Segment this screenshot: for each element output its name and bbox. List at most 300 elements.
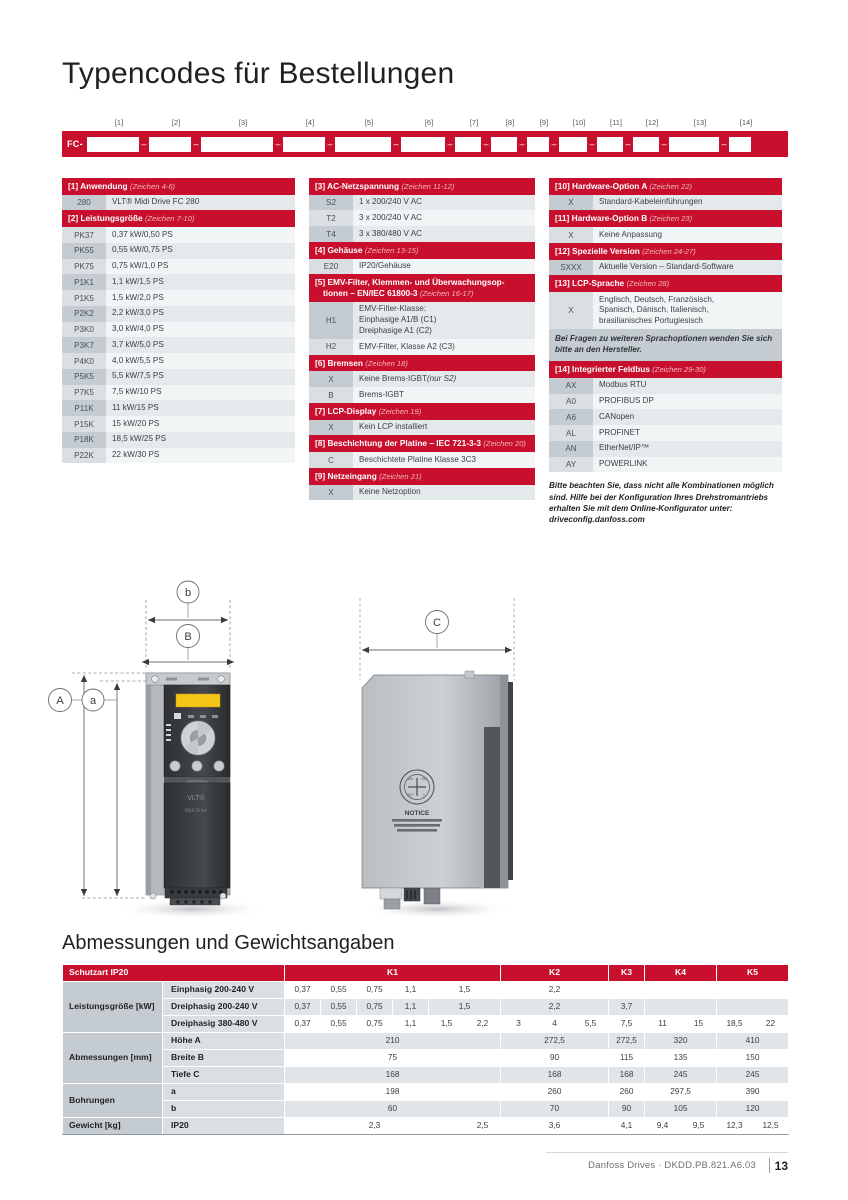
option-description: 0,75 kW/1,0 PS [106,259,295,275]
option-code: PK37 [62,227,106,243]
option-description: 1,1 kW/1,5 PS [106,274,295,290]
data-cell: 2,2 [501,999,609,1016]
option-code: X [309,420,353,436]
option-row[interactable] [549,409,782,425]
typecode-diagram [62,118,788,157]
data-cell: 168 [285,1067,501,1084]
section-note-lcp-sprache: Bei Fragen zu weiteren Sprachoptionen wenden Sie sich bitte an den Hersteller. [549,329,782,361]
typecode-field-10[interactable] [559,137,587,152]
option-row[interactable] [62,274,295,290]
section-header-title: [9] Netzeingang [315,470,380,481]
option-row[interactable] [309,420,535,436]
svg-text:ING: ING [406,793,414,797]
table-row [63,1033,789,1050]
data-cell: 0,37 [285,982,321,999]
table-row [63,1118,789,1135]
option-code: H2 [309,339,353,355]
typecode-field-8[interactable] [491,137,517,152]
typecode-index-8: [8] [505,118,515,127]
option-row[interactable] [309,226,535,242]
option-description [353,302,535,339]
option-code: B [309,387,353,403]
option-code: P7K5 [62,385,106,401]
option-code: P1K5 [62,290,106,306]
data-cell: 210 [285,1033,501,1050]
drawing-brand-label: VLT® [187,795,205,802]
option-row[interactable] [62,259,295,275]
section-header-note: (Zeichen 29-30) [652,365,706,375]
option-description: 1 x 200/240 V AC [353,195,535,211]
data-cell: 0,75 [357,982,393,999]
option-description-line: Englisch, Deutsch, Französisch, [599,294,715,304]
option-description: 5,5 kW/7,5 PS [106,369,295,385]
option-row[interactable] [62,243,295,259]
option-code: P18K [62,432,106,448]
section-header-spezielle-version [549,243,782,260]
dimensions-weights-table [62,964,789,1135]
option-description: 0,55 kW/0,75 PS [106,243,295,259]
option-description-line: EMV-Filter-Klasse: [359,304,427,314]
data-cell: 297,5 [645,1084,717,1101]
typecode-index-1: [1] [114,118,124,127]
section-header-title: [11] Hardware-Option B [555,213,650,224]
typecode-option-columns [62,178,788,525]
data-cell: 15 [681,1016,717,1033]
data-cell: 0,37 [285,999,321,1016]
option-row[interactable] [549,394,782,410]
data-cell: 272,5 [609,1033,645,1050]
data-cell: 12,3 [717,1118,753,1135]
typecode-field-2[interactable] [149,137,191,152]
option-row[interactable] [309,195,535,211]
option-code: AX [549,378,593,394]
enclosure-header-K4: K4 [645,965,717,982]
option-code: AL [549,425,593,441]
option-code: P5K5 [62,369,106,385]
drawing-notice-label: NOTICE [404,810,430,817]
section-header-beschichtung [309,435,535,452]
section-header-note: (Zeichen 28) [626,279,670,289]
typecode-dash: – [551,138,557,149]
data-cell: 3,7 [609,999,645,1016]
option-description-line: brasilianisches Portugiesisch [599,316,703,326]
section-header-title: [4] Gehäuse [315,244,365,255]
data-cell: 120 [717,1101,789,1118]
enclosure-header-K1: K1 [285,965,501,982]
product-dimension-drawing [56,572,788,922]
option-code: 280 [62,195,106,211]
data-cell: 245 [645,1067,717,1084]
footer-document-id: Danfoss Drives · DKDD.PB.821.A6.03 [588,1160,756,1171]
data-cell: 9,4 [645,1118,681,1135]
option-description-note: (nur S2) [426,373,457,383]
data-cell: 90 [609,1101,645,1118]
option-row[interactable] [549,425,782,441]
section-header-ac-netzspannung [309,178,535,195]
callout-C-label: C [433,617,441,629]
data-cell: 410 [717,1033,789,1050]
typecode-dash: – [447,138,453,149]
option-code: SXXX [549,260,593,276]
table-title-cell: Schutzart IP20 [63,965,285,982]
footer-rule [546,1152,788,1153]
callout-B-label: B [184,631,192,643]
section-header-integrierter-feldbus [549,361,782,378]
data-cell: 1,5 [429,999,501,1016]
option-description: Beschichtete Platine Klasse 3C3 [353,452,535,468]
data-cell: 1,1 [393,1016,429,1033]
data-cell: 2,2 [501,982,609,999]
option-description-line: Dreiphasige A1 (C2) [359,325,432,335]
data-cell: 0,55 [321,1016,357,1033]
option-description: 1,5 kW/2,0 PS [106,290,295,306]
footer-separator [769,1158,770,1173]
option-description: Modbus RTU [593,378,782,394]
option-code: X [309,371,353,387]
data-cell: 5,5 [573,1016,609,1033]
data-cell: 0,37 [285,1016,321,1033]
data-cell: 168 [609,1067,645,1084]
option-code: P3K7 [62,337,106,353]
option-row[interactable] [62,195,295,211]
option-description: 3,7 kW/5,0 PS [106,337,295,353]
typecode-index-14: [14] [739,118,753,127]
option-column-left [62,178,295,463]
option-row[interactable] [309,302,535,339]
option-row[interactable] [309,371,535,387]
option-description: Brems-IGBT [353,387,535,403]
data-cell: 150 [717,1050,789,1067]
data-cell: 70 [501,1101,609,1118]
option-row[interactable] [309,259,535,275]
typecode-index-9: [9] [539,118,549,127]
data-cell [717,999,789,1016]
option-row[interactable] [309,452,535,468]
option-row[interactable] [549,292,782,329]
row-sub-label: Dreiphasig 380-480 V [163,1016,285,1033]
typecode-field-4[interactable] [283,137,325,152]
option-description: Aktuelle Version – Standard-Software [593,260,782,276]
option-description: POWERLINK [593,457,782,473]
data-cell: 4,1 [609,1118,645,1135]
row-sub-label: Einphasig 200-240 V [163,982,285,999]
option-row[interactable] [62,369,295,385]
data-cell: 2,5 [465,1118,501,1135]
typecode-field-7[interactable] [455,137,481,152]
row-sub-label: Tiefe C [163,1067,285,1084]
data-cell: 260 [609,1084,645,1101]
section-header-title: [14] Integrierter Feldbus [555,364,653,375]
data-cell: 18,5 [717,1016,753,1033]
typecode-dash: – [519,138,525,149]
option-code: T4 [309,226,353,242]
section-header-note: (Zeichen 24-27) [642,246,696,256]
section-header-lcp-sprache [549,275,782,292]
svg-text:WA: WA [407,777,413,781]
data-cell: 75 [285,1050,501,1067]
option-row[interactable] [549,457,782,473]
data-cell: 11 [645,1016,681,1033]
typecode-index-4: [4] [305,118,315,127]
typecode-field-9[interactable] [527,137,549,152]
option-row[interactable] [62,227,295,243]
section-header-note: (Zeichen 22) [649,182,692,191]
data-cell: 2,2 [465,1016,501,1033]
option-code: AN [549,441,593,457]
section-header-hardware-option-a [549,178,782,195]
option-description: 3,0 kW/4,0 PS [106,322,295,338]
section-header-title: [7] LCP-Display [315,405,379,416]
option-code: C [309,452,353,468]
section-header-title: [8] Beschichtung der Platine – IEC 721-3-3 [315,438,484,449]
option-row[interactable] [549,195,782,211]
section-header-note: (Zeichen 11-12) [401,182,455,191]
section-header-title: [12] Spezielle Version [555,245,643,256]
option-row[interactable] [62,400,295,416]
option-description-line: Spanisch, Dänisch, Italienisch, [599,305,709,315]
typecode-combination-footnote: Bitte beachten Sie, dass nicht alle Kombinationen möglich sind. Hilfe bei der Konfiguration Ihres Drehstromantriebs erhalten Sie mit dem Online-Konfigurator unter: driveconfig.danfoss.com [549,481,774,524]
option-description: Kein LCP installiert [353,420,535,436]
data-cell: 3,6 [501,1118,609,1135]
typecode-field-1[interactable] [87,137,139,152]
option-row[interactable] [309,485,535,501]
row-sub-label: a [163,1084,285,1101]
option-code: P1K1 [62,274,106,290]
option-code: X [549,227,593,243]
option-description [593,292,782,329]
option-code: E20 [309,259,353,275]
option-description: 2,2 kW/3,0 PS [106,306,295,322]
section-header-note: (Zeichen 20) [483,439,526,449]
section-header-title-line2: tionen – EN/IEC 61800-3 (Zeichen 16-17) [323,288,474,299]
row-group-label: Gewicht [kg] [63,1118,163,1135]
table-row [63,1067,789,1084]
option-description: Keine Brems-IGBT (nur S2) [353,371,535,387]
typecode-index-3: [3] [238,118,248,127]
typecode-dash: – [327,138,333,149]
option-description: 7,5 kW/10 PS [106,385,295,401]
section-header-note: (Zeichen 4-6) [129,182,176,191]
option-row[interactable] [309,339,535,355]
typecode-field-6[interactable] [401,137,445,152]
option-description: EtherNet/IP™ [593,441,782,457]
section-header-hardware-option-b [549,210,782,227]
row-group-label: Abmessungen [mm] [63,1033,163,1084]
section-header-note: (Zeichen 19) [378,406,422,416]
option-code: P15K [62,416,106,432]
option-row[interactable] [62,306,295,322]
section-header-netzeingang [309,468,535,485]
option-description: 4,0 kW/5,5 PS [106,353,295,369]
option-row[interactable] [62,385,295,401]
typecode-dash: – [661,138,667,149]
section-header-title: [6] Bremsen [315,357,366,368]
option-code: PK75 [62,259,106,275]
typecode-index-row [62,118,788,131]
option-code: P2K2 [62,306,106,322]
section-header-note: (Zeichen 18) [365,358,408,368]
row-group-label: Leistungsgröße [kW] [63,982,163,1033]
option-description: Standard-Kabeleinführungen [593,195,782,211]
section-header-note: (Zeichen 23) [649,214,693,224]
data-cell: 105 [645,1101,717,1118]
option-row[interactable] [62,337,295,353]
option-row[interactable] [549,378,782,394]
section-header-title: [10] Hardware-Option A [555,181,650,191]
data-cell [609,982,645,999]
section-header-note: (Zeichen 21) [379,471,422,481]
data-cell: 9,5 [681,1118,717,1135]
table-row [63,1050,789,1067]
footer-page-number: 13 [774,1159,788,1173]
typecode-index-7: [7] [469,118,479,127]
section-header-title: [5] EMV-Filter, Klemmen- und Überwachungsop- [315,277,505,288]
section-header-title: [13] LCP-Sprache [555,278,627,289]
option-row[interactable] [309,387,535,403]
data-cell: 0,75 [357,1016,393,1033]
option-row[interactable] [549,260,782,276]
typecode-dash: – [625,138,631,149]
typecode-field-13[interactable] [669,137,719,152]
typecode-dash: – [193,138,199,149]
option-row[interactable] [549,227,782,243]
option-code: P11K [62,400,106,416]
section-header-title: [3] AC-Netzspannung [315,181,402,191]
option-description: 0,37 kW/0,50 PS [106,227,295,243]
option-code: P3K0 [62,322,106,338]
row-sub-label: Dreiphasig 200-240 V [163,999,285,1016]
typecode-index-13: [13] [693,118,707,127]
option-row[interactable] [62,432,295,448]
typecode-index-6: [6] [424,118,434,127]
typecode-field-14[interactable] [729,137,751,152]
section-header-note: (Zeichen 16-17) [419,289,474,299]
table-row [63,1016,789,1033]
section-header-gehaeuse [309,242,535,259]
section-header-title: [2] Leistungsgröße [68,213,145,224]
option-description: IP20/Gehäuse [353,259,535,275]
typecode-index-11: [11] [610,118,622,127]
data-cell: 2,3 [285,1118,465,1135]
option-row[interactable] [62,416,295,432]
data-cell: 60 [285,1101,501,1118]
typecode-dash: – [721,138,727,149]
section-header-note: (Zeichen 13-15) [364,245,419,255]
row-sub-label: Breite B [163,1050,285,1067]
data-cell: 272,5 [501,1033,609,1050]
option-description: PROFIBUS DP [593,394,782,410]
typecode-field-12[interactable] [633,137,659,152]
typecode-field-3[interactable] [201,137,273,152]
typecode-index-10: [10] [572,118,586,127]
option-row[interactable] [549,441,782,457]
option-column-middle [309,178,535,500]
data-cell: 260 [501,1084,609,1101]
typecode-field-5[interactable] [335,137,391,152]
data-cell: 12,5 [753,1118,789,1135]
drawing-device-label: Midi Drive [184,808,208,814]
typecode-index-2: [2] [171,118,181,127]
table-row [63,982,789,999]
svg-text:RN: RN [421,777,427,781]
option-description: EMV-Filter, Klasse A2 (C3) [353,339,535,355]
section-header-leistungsgroesse [62,210,295,227]
option-row[interactable] [62,448,295,464]
option-row[interactable] [62,353,295,369]
data-cell: 1,5 [429,1016,465,1033]
row-sub-label: b [163,1101,285,1118]
data-cell: 198 [285,1084,501,1101]
option-description: Keine Netzoption [353,485,535,501]
option-description: 15 kW/20 PS [106,416,295,432]
data-cell: 7,5 [609,1016,645,1033]
typecode-index-5: [5] [364,118,374,127]
table-row [63,1101,789,1118]
option-column-right [549,178,782,525]
typecode-dash: – [141,138,147,149]
option-code: T2 [309,210,353,226]
row-sub-label: IP20 [163,1118,285,1135]
enclosure-header-K5: K5 [717,965,789,982]
data-cell: 1,1 [393,999,429,1016]
typecode-prefix: FC- [67,139,83,149]
option-code: AY [549,457,593,473]
option-code: P4K0 [62,353,106,369]
data-cell [645,982,717,999]
option-code: H1 [309,302,353,339]
data-cell: 115 [609,1050,645,1067]
option-description: VLT® Midi Drive FC 280 [106,195,295,211]
table-row [63,999,789,1016]
section-header-lcp-display [309,403,535,420]
option-code: X [549,292,593,329]
callout-a-label: a [89,695,97,707]
option-code: A0 [549,394,593,410]
svg-text:!!: !! [423,793,425,797]
data-cell: 390 [717,1084,789,1101]
option-code: A6 [549,409,593,425]
typecode-field-11[interactable] [597,137,623,152]
data-cell: 3 [501,1016,537,1033]
data-cell: 0,75 [357,999,393,1016]
option-description: PROFINET [593,425,782,441]
data-cell: 320 [645,1033,717,1050]
option-code: X [309,485,353,501]
enclosure-header-K2: K2 [501,965,609,982]
option-description: 3 x 380/480 V AC [353,226,535,242]
option-row[interactable] [62,290,295,306]
section-header-anwendung [62,178,295,195]
section-header-emv-filter [309,274,535,301]
data-cell: 4 [537,1016,573,1033]
enclosure-header-K3: K3 [609,965,645,982]
data-cell [717,982,789,999]
data-cell: 1,1 [393,982,429,999]
option-row[interactable] [309,210,535,226]
typecode-bar [62,131,788,157]
data-cell: 90 [501,1050,609,1067]
option-row[interactable] [62,322,295,338]
typecode-index-12: [12] [645,118,659,127]
option-description-line: Einphasige A1/B (C1) [359,315,437,325]
data-cell: 245 [717,1067,789,1084]
row-group-label: Bohrungen [63,1084,163,1118]
typecode-dash: – [589,138,595,149]
option-description: Keine Anpassung [593,227,782,243]
option-code: P22K [62,448,106,464]
section-header-note: (Zeichen 7-10) [144,214,195,224]
callout-A-label: A [56,695,64,707]
